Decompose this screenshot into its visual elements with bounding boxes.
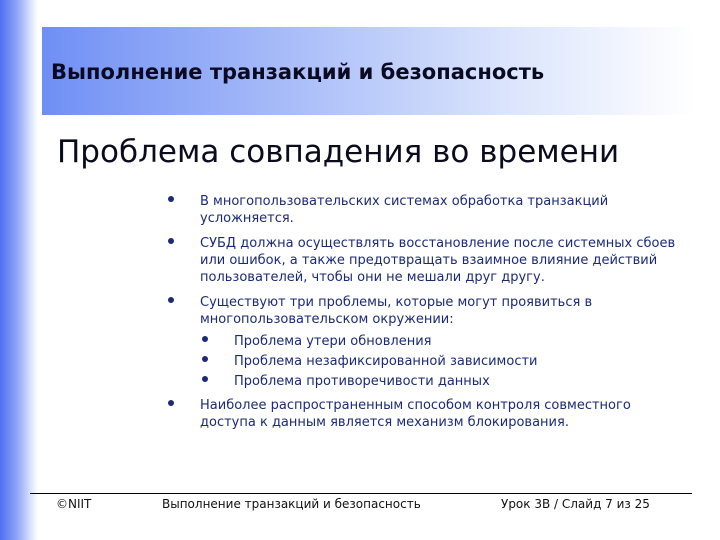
- sub-bullet-dot-icon: [202, 376, 208, 382]
- bullet-item: [164, 235, 684, 286]
- bullet-item: [164, 294, 684, 328]
- bullet-text: В многопользовательских системах обработка транзакций усложняется.: [200, 194, 609, 226]
- bullet-text: Наиболее распространенным способом контроля совместного доступа к данным является механизм блокирования.: [200, 398, 631, 430]
- slide-heading: Проблема совпадения во времени: [57, 134, 620, 170]
- footer-course-title: Выполнение транзакций и безопасность: [162, 497, 421, 511]
- sub-bullet-dot-icon: [202, 336, 208, 342]
- left-gradient-bar: [0, 0, 38, 540]
- sub-bullet-item: [164, 333, 684, 350]
- bullet-item: [164, 397, 684, 431]
- footer-divider: [30, 493, 692, 494]
- sub-bullet-item: [164, 353, 684, 370]
- footer-copyright: ©NIIT: [56, 497, 92, 511]
- bullet-text: Существуют три проблемы, которые могут проявиться в многопользовательском окружении:: [200, 295, 593, 327]
- header-title: Выполнение транзакций и безопасность: [51, 60, 545, 84]
- sub-bullet-text: Проблема утери обновления: [234, 334, 432, 349]
- bullet-dot-icon: [168, 400, 174, 406]
- bullet-item: [164, 193, 684, 227]
- bullet-dot-icon: [168, 297, 174, 303]
- bullet-dot-icon: [168, 238, 174, 244]
- footer-page-number: Урок 3В / Слайд 7 из 25: [501, 497, 650, 511]
- sub-bullet-text: Проблема противоречивости данных: [234, 374, 490, 389]
- sub-bullet-item: [164, 373, 684, 390]
- sub-bullet-text: Проблема незафиксированной зависимости: [234, 354, 538, 369]
- bullet-list: [164, 193, 684, 439]
- bullet-dot-icon: [168, 196, 174, 202]
- bullet-text: СУБД должна осуществлять восстановление после системных сбоев или ошибок, а также предотвращать взаимное влияние действий пользователей, чтобы они не мешали друг другу.: [200, 236, 676, 285]
- sub-bullet-dot-icon: [202, 356, 208, 362]
